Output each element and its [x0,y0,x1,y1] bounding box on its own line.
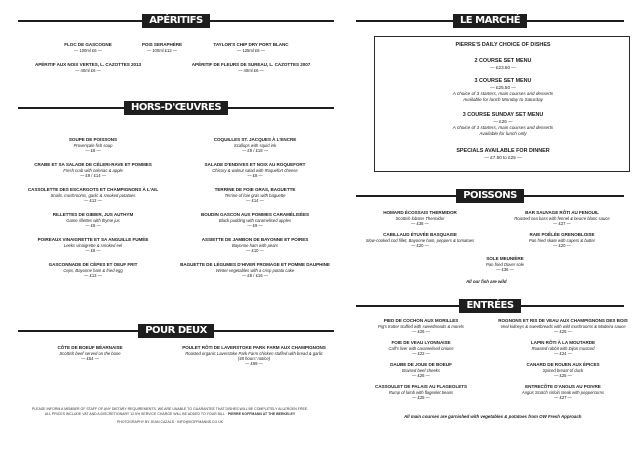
footer-line: ALL PRICES INCLUDE VAT AND A DISCRETIONARY 12.5% SERVICE CHARGE WILL BE ADDED TO YOUR BILL · PIERRE KOFFMANN AT THE BERKELEY [44,411,296,416]
poissons-banner [356,189,624,203]
aperitif-item: POIS SERAPHÈRE — 100ml £12 — [141,42,183,53]
aperitif-item: APÉRITIF AUX NOIX VERTES, L. CAZOTTES 2013 — 40ml £6 — [35,62,141,73]
entree-item: PIED DE COCHON AUX MORILLES Pig's trotter stuffed with sweetbreads & morels — £26 — [378,318,464,334]
entrees-banner [356,299,624,313]
poisson-item: BAR SAUVAGE RÔTI AU FENOUIL Roasted sea bass with fennel & beurre blanc sauce — £27 — [514,210,610,226]
entree-item: CASSOULET DE PALAIS AU FLAGEOLETS Rump of lamb with flageolet beans — £25 — [374,384,467,400]
le-marche-heading: LE MARCHÉ [453,14,527,28]
hors-doeuvres-banner [18,101,334,115]
hors-item: POIREAUX VINAIGRETTE ET SA ANGUILLE FUMÉE Leeks vinaigrette & smoked eel — £8 — [37,237,149,253]
hors-item: CASSOLETTE DES ESCARGOTS ET CHAMPIGNONS À L'AIL Snails, mushrooms, garlic & smoked potatoes — £12 — [27,187,159,203]
entrees-heading: ENTRÉES [459,299,520,313]
hors-item: BAGUETTE DE LÉGUMES D'HIVER FROMAGE ET POMME DAUPHINE Winter vegetables with a crisp potato cake — £8 / £16 — [180,262,330,278]
hors-doeuvres-heading: HORS-D'ŒUVRES [124,101,228,115]
footer-line: PHOTOGRAPHY BY JEAN CAZALS · INFO@KOFFMANNS.CO.UK [116,419,224,424]
pour-deux-banner [18,324,334,338]
poissons-heading: POISSONS [456,189,524,203]
set-menu-item: 3 COURSE SUNDAY SET MENU — £26 — A choice of 3 starters, main courses and desserts Available for lunch only [452,112,554,136]
poisson-item: RAIE POÊLÉE GRENOBLOISE Pan fried skate with capers & butter — £20 — [528,232,596,248]
aperitifs-heading: APÉRITIFS [142,14,209,28]
entree-item: FOIE DE VEAU LYONNAISE Calf's liver with caramelised onions — £22 — [388,340,454,356]
hors-item: RILLETTES DE GIBIER, JUS AUTHYM Game rillettes with thyme jus — £8 — [52,212,134,228]
footer-line: PLEASE INFORM A MEMBER OF STAFF OF ANY DIETARY REQUIREMENTS. WE ARE UNABLE TO GUARANTEE THAT DISHES WILL BE COMPLETELY ALLERGEN FREE. [31,407,309,411]
hors-item: COQUILLES ST. JACQUES À L'ENCRE Scallops with squid ink — £9 / £18 — [213,137,297,153]
entree-item: LAPIN RÔTI À LA MOUTARDE Roasted rabbit with Dijon mustard — £24 — [530,340,596,356]
set-menu-item: 3 COURSE SET MENU — £25.50 — A choice of 3 starters, main courses and desserts Available for lunch Monday to Saturday [452,78,554,102]
aperitif-item: TAYLOR'S CHIP DRY PORT BLANC — 125ml £6 — [213,42,289,53]
hors-item: CRABE ET SA SALADE DE CÉLERI-RAVE ET POMMES Fresh crab with celeriac & apple — £9 / £14 — [34,162,152,178]
set-menu-item: SPECIALS AVAILABLE FOR DINNER — £7.50 to £25 — [456,148,550,161]
aperitifs-banner [18,14,334,28]
footer-brand: PIERRE KOFFMANN AT THE BERKELEY [227,411,296,416]
aperitif-item: FLOC DE GASCOGNE — 100ml £6 — [64,42,112,53]
entree-item: DAUBE DE JOUE DE BOEUF Braised beef cheeks — £26 — [390,362,452,378]
le-marche-banner [356,14,624,28]
hors-item: TERRINE DE FOIE GRAS, BAGUETTE Terrine of foie gras with baguette — £14 — [214,187,296,203]
entree-item: ROGNONS ET RIS DE VEAU AUX CHAMPIGNONS DES BOIS Veal kidneys & sweetbreads with wild mushrooms & Madeira sauce — £25 — [498,318,628,334]
hors-item: SOUPE DE POISSONS Provençale fish soup — £8 — [68,137,118,153]
pour-deux-item: CÔTE DE BOEUF BÉARNAISE Scottish beef served on the bone — £54 — [57,345,123,361]
footer-notes [0,407,340,425]
hors-item: ASSIETTE DE JAMBON DE BAYONNE ET POIRES Bayonne ham with pears — £10 — [201,237,309,253]
le-marche-title: PIERRE'S DAILY CHOICE OF DISHES [455,42,551,48]
pour-deux-item: POULET RÔTI DE LAVERSTOKE PARK FARM AUX CHAMPIGNONS Roasted organic Laverstoke Park Farm chicken stuffed with bread & garlic (48 hours' notice) — £69 — [182,345,326,367]
poisson-item: HOMARD ÉCOSSAIS THERMIDOR Scottish lobster Thermidor — £38 — [383,210,457,226]
hors-item: BOUDIN GASCON AUX POMMES CARAMÉLISÉES Black pudding with caramelised apples — £9 — [201,212,309,228]
poissons-note: All our fish are wild [466,279,507,284]
hors-item: GASCONNADE DE CÈPES ET OEUF FRIT Ceps, Bayonne ham & fried egg — £13 — [48,262,138,278]
entree-item: ENTRECÔTE D'ANGUS AU POIVRE Angus Scotch sirloin steak with peppercorns — £27 — [521,384,605,400]
entree-item: CANARD DE ROUEN AUX ÉPICES Spiced breast of duck — £25 — [526,362,600,378]
aperitif-item: APÉRITIF DE FLEURS DE SUREAU, L. CAZOTTES 2007 — 40ml £6 — [191,62,311,73]
pour-deux-heading: POUR DEUX [138,324,214,338]
poisson-item: CABILLAUD ÉTUVÉE BASQUAISE Slow-cooked cod fillet, Bayonne ham, peppers & tomatoes — £20 — [365,232,475,248]
entrees-note: All main courses are garnished with vegetables & potatoes from OW Fresh Approach [404,414,582,419]
poisson-item: SOLE MEUNIÈRE Pan fried Dover sole — £36 — [486,256,524,272]
set-menu-item: 2 COURSE SET MENU — £23.50 — [474,58,532,71]
hors-item: SALADE D'ENDIVES ET NOIX AU ROQUEFORT Chicory & walnut salad with Roquefort cheese — £8 — [204,162,306,178]
